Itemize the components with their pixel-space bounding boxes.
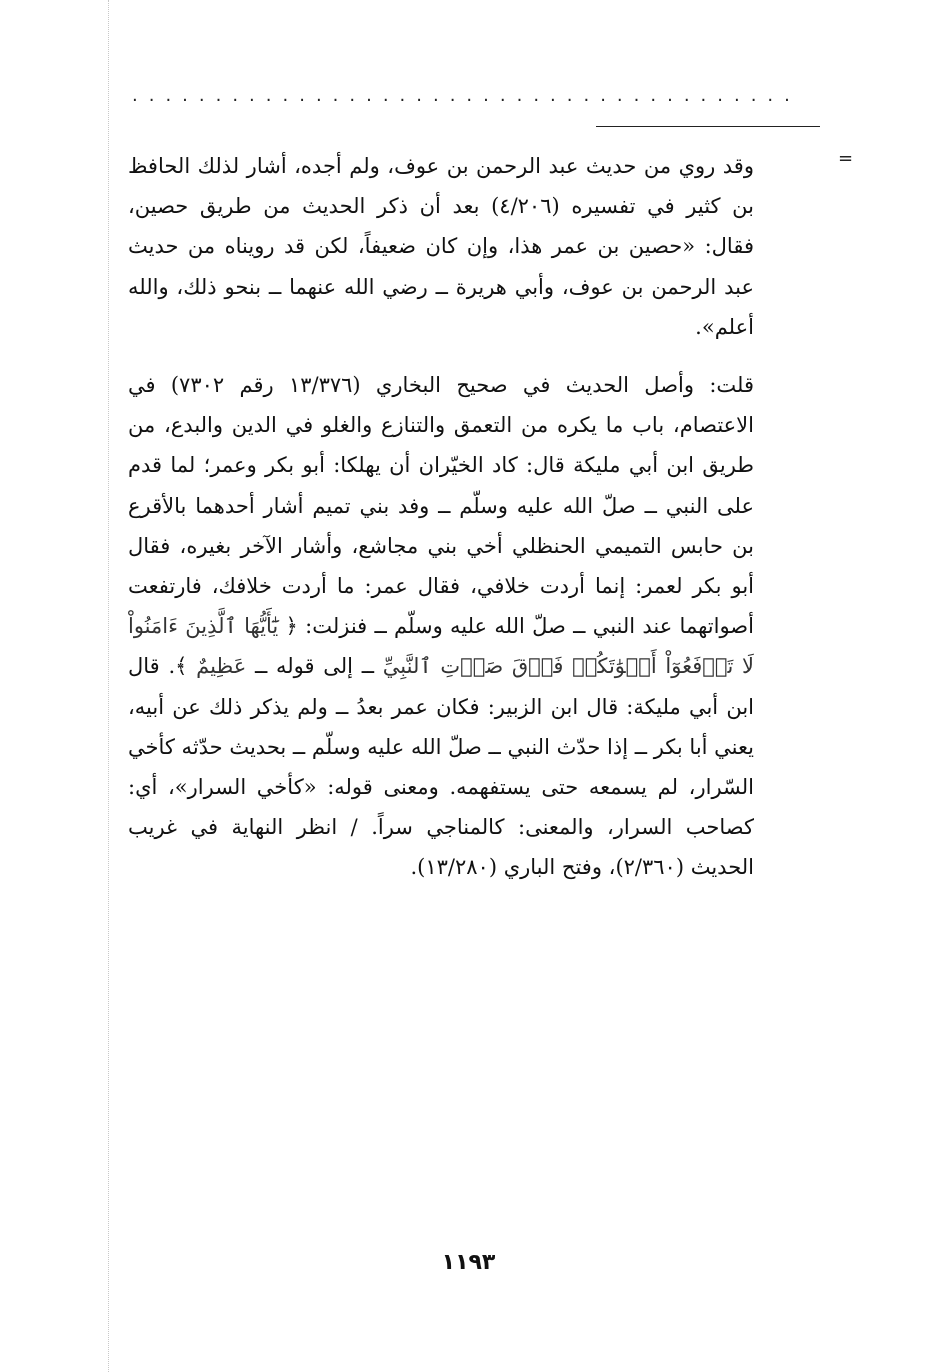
footnote-paragraph-1: وقد روي من حديث عبد الرحمن بن عوف، ولم أجده، أشار لذلك الحافظ بن كثير في تفسيره (٤/٢٠٦) بعد أن ذكر الحديث من طريق حصين، فقال: «حصين بن عمر هذا، وإن كان ضعيفاً، لكن قد رويناه من حديث عبد الرحمن بن عوف، وأبي هريرة ــ رضي الله عنهما ــ بنحو ذلك، والله أعلم». [128, 154, 754, 339]
paragraph-2-continuation: قال ابن أبي مليكة: قال ابن الزبير: فكان عمر بعدُ ــ ولم يذكر ذلك عن أبيه، يعني أبا بكر ــ إذا حدّث النبي ــ صلّ الله عليه وسلّم ــ بحديث حدّثه كأخي السّرار، لم يسمعه حتى يستفهمه. ومعنى قوله: «كأخي السرار»، أي: كصاحب السرار، والمعنى: كالمناجي سراً. / انظر النهاية في غريب الحديث (٢/٣٦٠)، وفتح الباري (١٣/٢٨٠). [128, 654, 754, 880]
page-number: ١١٩٣ [441, 1250, 496, 1275]
margin-mark: = [838, 148, 854, 169]
dotted-separator: ........................................ [132, 90, 801, 102]
quran-open-bracket: ﴿ [285, 614, 298, 639]
footnote-paragraph-2 [128, 365, 754, 888]
verse-link-text: ــ إلى قوله ــ [254, 654, 375, 679]
quran-verse-end: عَظِيمٌ [196, 654, 247, 679]
paragraph-2-intro: قلت: وأصل الحديث في صحيح البخاري (١٣/٣٧٦ رقم ٧٣٠٢) في الاعتصام، باب ما يكره من التعمق والتنازع والغلو في الدين والبدع، من طريق ابن أبي مليكة قال: كاد الخيّران أن يهلكا: أبو بكر وعمر؛ لما قدم على النبي ــ صلّ الله عليه وسلّم ــ وفد بني تميم أشار أحدهما بالأقرع بن حابس التميمي الحنظلي أخي بني مجاشع، وأشار الآخر بغيره، فقال أبو بكر لعمر: إنما أردت خلافي، فقال عمر: ما أردت خلافك، فارتفعت أصواتهما عند النبي ــ صلّ الله عليه وسلّم ــ فنزلت: [128, 373, 755, 639]
quran-verse: يَٰٓأَيُّهَا ٱلَّذِينَ ءَامَنُواْ لَا تَرۡفَعُوٓاْ أَصۡوَٰتَكُمۡ فَوۡقَ صَوۡتِ ٱلنَّبِيِّ [128, 614, 755, 679]
page-edge-line [108, 0, 109, 1372]
footnote-separator-line [596, 126, 820, 127]
quran-close-bracket: ﴾. [168, 654, 188, 679]
footnote-text-block [128, 146, 754, 888]
